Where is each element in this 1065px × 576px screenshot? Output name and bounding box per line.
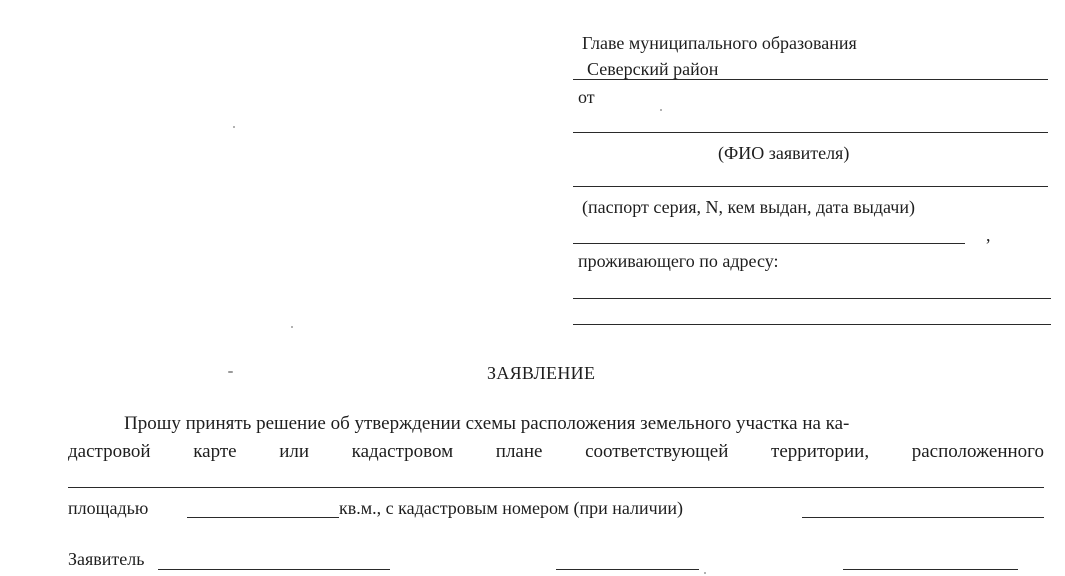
passport-caption: (паспорт серия, N, кем выдан, дата выдачи) [582,197,915,217]
passport-line-2 [573,243,965,244]
addressee-line-1: Главе муниципального образования [582,33,857,53]
from-label: от [578,87,595,107]
address-line-2 [573,324,1051,325]
signature-line [556,569,699,570]
addressee-line-2: Северский район [587,59,719,79]
scan-speck [291,326,293,328]
body-line-1: Прошу принять решение об утверждении схемы расположения земельного участка на ка- [124,413,850,434]
document-title: ЗАЯВЛЕНИЕ [487,363,596,383]
date-line [843,569,1018,570]
signature-label: Заявитель [68,549,145,569]
cadastral-number-line [802,517,1044,518]
address-line-1 [573,298,1051,299]
scan-speck [704,572,706,574]
area-label: площадью [68,498,149,518]
addressee-underline [573,79,1048,80]
passport-line [573,186,1048,187]
applicant-name-line [573,132,1048,133]
area-unit-cadastral-label: кв.м., с кадастровым номером (при наличии) [339,498,683,518]
body-line-2: дастровой карте или кадастровом плане соответствующей территории, расположенного [68,441,1044,462]
residing-label: проживающего по адресу: [578,251,779,271]
area-field-line [187,517,339,518]
scan-speck [660,109,662,111]
signature-name-line [158,569,390,570]
scan-speck [233,126,235,128]
fio-caption: (ФИО заявителя) [718,143,850,163]
comma: , [986,225,991,245]
location-line [68,487,1044,488]
scan-speck [228,371,233,373]
